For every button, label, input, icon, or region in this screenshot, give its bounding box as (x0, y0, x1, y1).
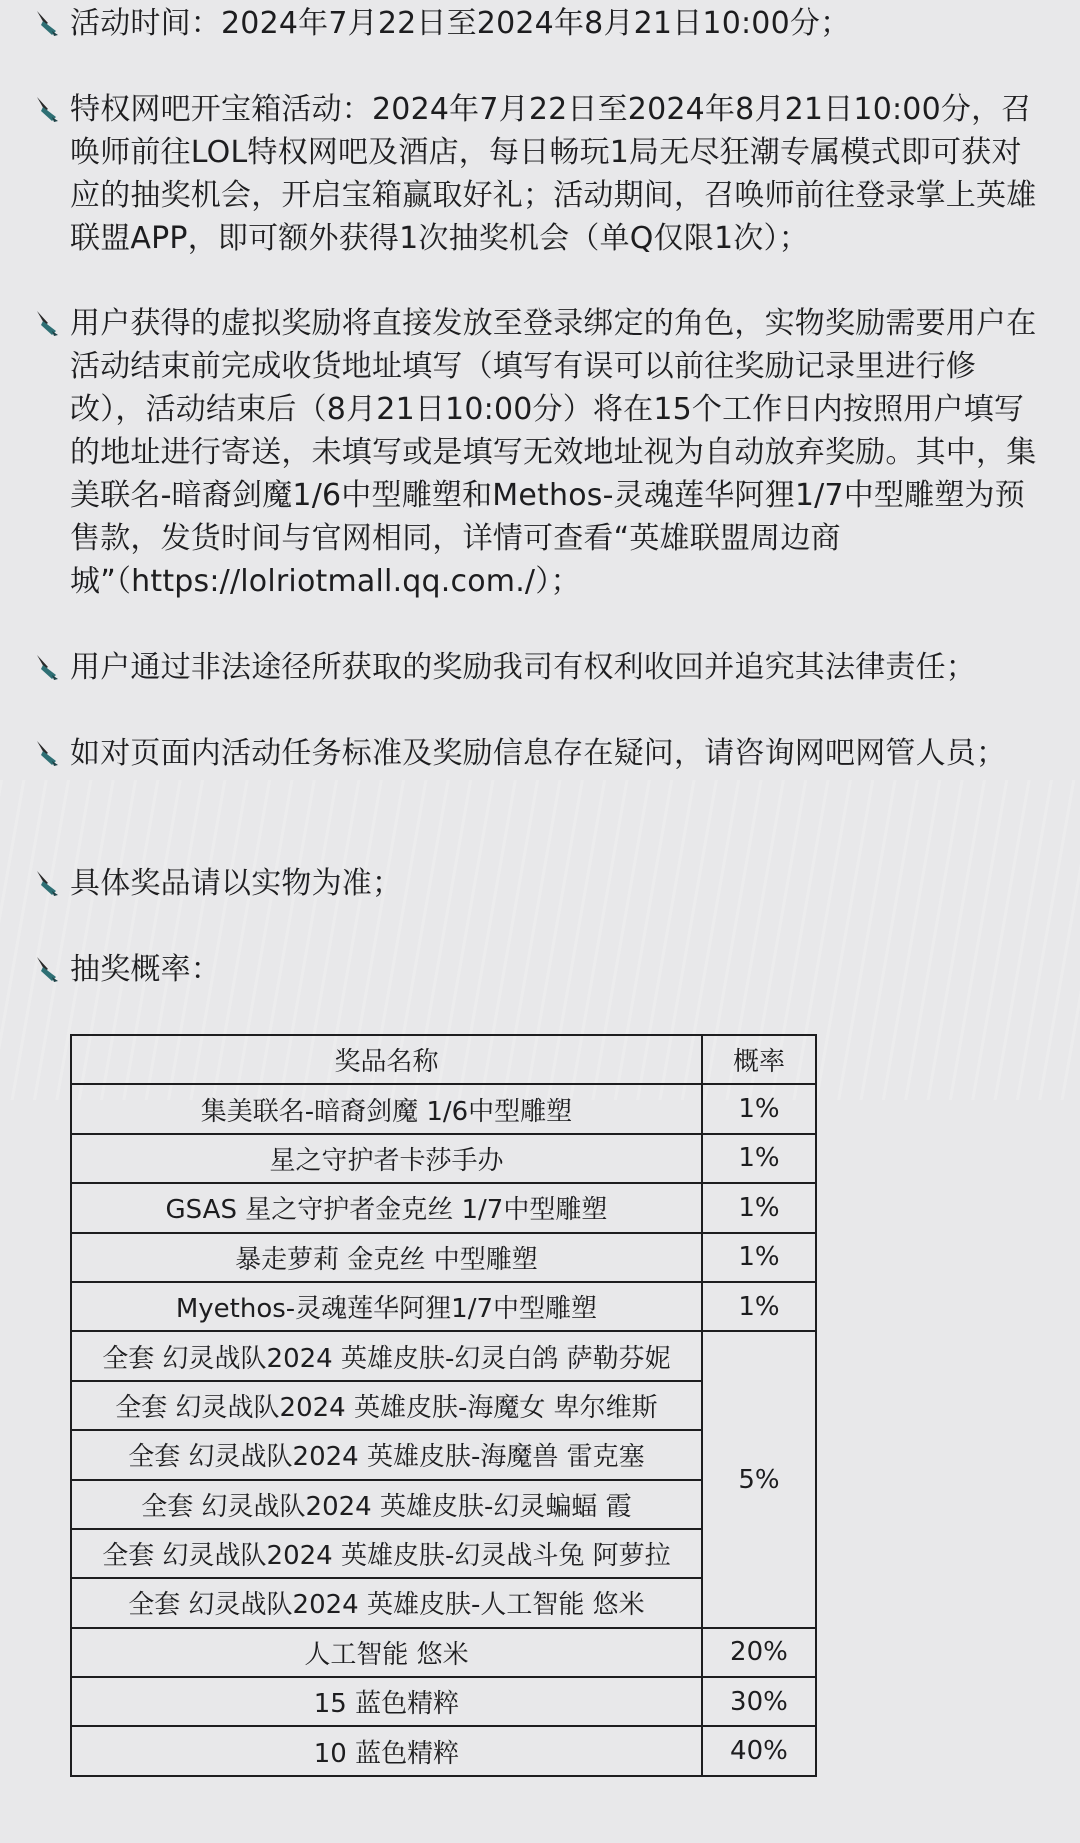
table-row (71, 1183, 816, 1232)
rule-activity-time (0, 2, 890, 45)
table-row (71, 1233, 816, 1282)
probability-cell: 1% (702, 1233, 816, 1282)
table-row (71, 1282, 816, 1331)
probability-cell: 1% (702, 1134, 816, 1183)
rule-illegal-acquisition (0, 646, 1016, 689)
rule-text: 特权网吧开宝箱活动：2024年7月22日至2024年8月21日10:00分，召唤师前往LOL特权网吧及酒店，每日畅玩1局无尽狂潮专属模式即可获对应的抽奖机会，开启宝箱赢取好礼；活动期间，召唤师前往登录掌上英雄联盟APP，即可额外获得1次抽奖机会（单Q仅限1次）； (70, 92, 1037, 256)
group-probability-cell: 5% (702, 1331, 816, 1627)
prize-name-cell: 全套 幻灵战队2024 英雄皮肤-海魔女 卑尔维斯 (71, 1381, 702, 1430)
prize-name-cell: 全套 幻灵战队2024 英雄皮肤-人工智能 悠米 (71, 1578, 702, 1627)
header-prize-name: 奖品名称 (71, 1035, 702, 1084)
prize-name-cell: 集美联名-暗裔剑魔 1/6中型雕塑 (71, 1084, 702, 1133)
prize-name-cell: 15 蓝色精粹 (71, 1677, 702, 1726)
rule-text: 用户获得的虚拟奖励将直接发放至登录绑定的角色，实物奖励需要用户在活动结束前完成收货地址填写（填写有误可以前往奖励记录里进行修改），活动结束后（8月21日10:00分）将在15个工作日内按照用户填写的地址进行寄送，未填写或是填写无效地址视为自动放弃奖励。其中，集美联名-暗裔剑魔1/6中型雕塑和Methos-灵魂莲华阿狸1/7中型雕塑为预售款，发货时间与官网相同，详情可查看“英雄联盟周边商城”（https://lolriotmall.qq.com./）； (70, 306, 1037, 599)
table-row (71, 1134, 816, 1183)
rule-text: 具体奖品请以实物为准； (70, 866, 403, 901)
header-probability: 概率 (702, 1035, 816, 1084)
quill-pen-icon (34, 653, 60, 681)
prize-name-cell: Myethos-灵魂莲华阿狸1/7中型雕塑 (71, 1282, 702, 1331)
prize-name-cell: 全套 幻灵战队2024 英雄皮肤-幻灵战斗兔 阿萝拉 (71, 1529, 702, 1578)
rule-prize-physical (0, 862, 442, 905)
probability-cell: 1% (702, 1183, 816, 1232)
probability-table (70, 1034, 817, 1777)
rule-text: 抽奖概率： (70, 952, 221, 987)
quill-pen-icon (34, 739, 60, 767)
quill-pen-icon (34, 95, 60, 123)
quill-pen-icon (34, 869, 60, 897)
prize-name-cell: 人工智能 悠米 (71, 1628, 702, 1677)
quill-pen-icon (34, 9, 60, 37)
table-row (71, 1084, 816, 1133)
rule-reward-delivery (0, 302, 1080, 603)
rule-lottery-probability (0, 948, 261, 991)
prize-name-cell: GSAS 星之守护者金克丝 1/7中型雕塑 (71, 1183, 702, 1232)
prize-name-cell: 暴走萝莉 金克丝 中型雕塑 (71, 1233, 702, 1282)
table-row (71, 1677, 816, 1726)
probability-cell: 1% (702, 1282, 816, 1331)
probability-cell: 20% (702, 1628, 816, 1677)
quill-pen-icon (34, 955, 60, 983)
prize-name-cell: 全套 幻灵战队2024 英雄皮肤-幻灵白鸽 萨勒芬妮 (71, 1331, 702, 1380)
probability-cell: 30% (702, 1677, 816, 1726)
rule-questions (0, 732, 1046, 775)
quill-pen-icon (34, 309, 60, 337)
prize-name-cell: 星之守护者卡莎手办 (71, 1134, 702, 1183)
table-header-row (71, 1035, 816, 1084)
rule-text: 用户通过非法途径所获取的奖励我司有权利收回并追究其法律责任； (70, 650, 976, 685)
table-row (71, 1628, 816, 1677)
rule-text: 活动时间：2024年7月22日至2024年8月21日10:00分； (70, 6, 851, 41)
probability-cell: 40% (702, 1726, 816, 1775)
table-row (71, 1331, 816, 1380)
table-row (71, 1726, 816, 1775)
prize-name-cell: 全套 幻灵战队2024 英雄皮肤-海魔兽 雷克塞 (71, 1430, 702, 1479)
prize-name-cell: 10 蓝色精粹 (71, 1726, 702, 1775)
rule-treasure-box (0, 88, 1080, 260)
probability-cell: 1% (702, 1084, 816, 1133)
rule-text: 如对页面内活动任务标准及奖励信息存在疑问，请咨询网吧网管人员； (70, 736, 1007, 771)
prize-name-cell: 全套 幻灵战队2024 英雄皮肤-幻灵蝙蝠 霞 (71, 1480, 702, 1529)
